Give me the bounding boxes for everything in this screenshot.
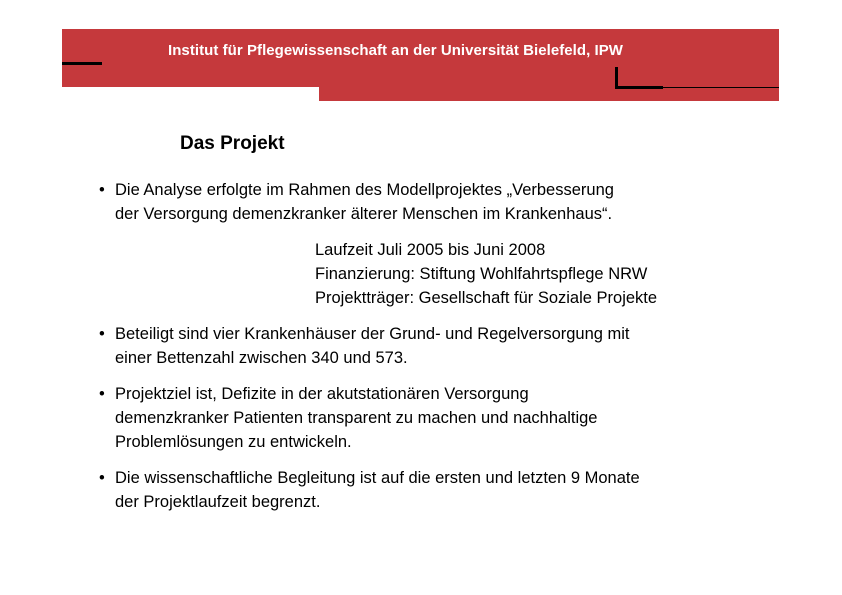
- header-banner-lower: [319, 86, 779, 101]
- bullet-line: Projektziel ist, Defizite in der akutstationären Versorgung: [115, 385, 529, 403]
- bullet-line: der Projektlaufzeit begrenzt.: [115, 493, 321, 511]
- project-info: [315, 238, 657, 310]
- decorative-corner-horizontal: [617, 86, 663, 89]
- bullet-dot: •: [99, 325, 105, 343]
- bullet-line: Problemlösungen zu entwickeln.: [115, 433, 352, 451]
- bullet-line: Beteiligt sind vier Krankenhäuser der Grund- und Regelversorgung mit: [115, 325, 630, 343]
- institute-title: Institut für Pflegewissenschaft an der Universität Bielefeld, IPW: [168, 42, 624, 59]
- bullet-dot: •: [99, 469, 105, 487]
- bullet-line: demenzkranker Patienten transparent zu machen und nachhaltige: [115, 409, 598, 427]
- info-sponsor: Projektträger: Gesellschaft für Soziale Projekte: [315, 289, 658, 307]
- info-funding: Finanzierung: Stiftung Wohlfahrtspflege NRW: [315, 265, 648, 283]
- decorative-line-left: [62, 62, 102, 65]
- bullet-line: Die wissenschaftliche Begleitung ist auf die ersten und letzten 9 Monate: [115, 469, 640, 487]
- slide-title: Das Projekt: [180, 133, 285, 154]
- bullet-dot: •: [99, 181, 105, 199]
- bullet-line: einer Bettenzahl zwischen 340 und 573.: [115, 349, 408, 367]
- bullet-dot: •: [99, 385, 105, 403]
- bullet-line: Die Analyse erfolgte im Rahmen des Modellprojektes „Verbesserung: [115, 181, 614, 199]
- info-duration: Laufzeit Juli 2005 bis Juni 2008: [315, 241, 546, 259]
- decorative-line-right: [663, 87, 779, 88]
- bullet-line: der Versorgung demenzkranker älterer Menschen im Krankenhaus“.: [115, 205, 613, 223]
